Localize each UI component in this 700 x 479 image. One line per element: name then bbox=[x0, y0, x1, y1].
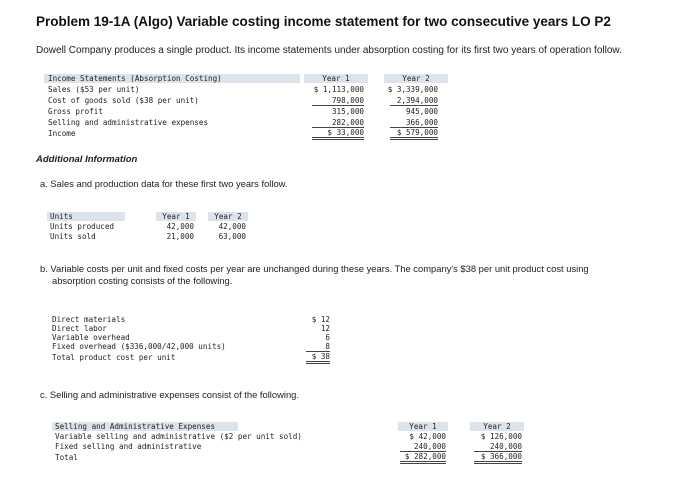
income-row-label: Sales ($53 per unit) bbox=[48, 85, 140, 94]
units-row-y1: 42,000 bbox=[166, 222, 194, 231]
cost-row-value: 12 bbox=[320, 324, 330, 333]
sa-row-y2: $ 126,000 bbox=[480, 432, 522, 441]
income-row-y1: $ 33,000 bbox=[312, 128, 364, 140]
page-title: Problem 19-1A (Algo) Variable costing income statement for two consecutive years LO P2 bbox=[36, 14, 611, 29]
income-row-label: Gross profit bbox=[48, 107, 103, 116]
sa-col-year1: Year 1 bbox=[409, 422, 437, 431]
cost-row-label: Fixed overhead ($336,000/42,000 units) bbox=[52, 342, 226, 351]
units-row-y2: 42,000 bbox=[218, 222, 246, 231]
units-col-year1: Year 1 bbox=[162, 212, 190, 221]
sa-row-label: Fixed selling and administrative bbox=[55, 442, 202, 451]
intro-text: Dowell Company produces a single product. Its income statements under absorption costing for its first two years of operation follow. bbox=[36, 45, 622, 56]
income-row-y1: 798,000 bbox=[312, 96, 364, 106]
cost-row-value: 6 bbox=[325, 333, 330, 342]
income-row-label: Selling and administrative expenses bbox=[48, 118, 209, 127]
income-row-y2: 366,000 bbox=[390, 118, 438, 128]
cost-total-value: $ 38 bbox=[306, 352, 330, 364]
income-row-y2: 945,000 bbox=[405, 107, 438, 116]
units-row-label: Units sold bbox=[50, 232, 96, 241]
sa-row-y1: $ 42,000 bbox=[409, 432, 446, 441]
cost-total-label: Total product cost per unit bbox=[52, 353, 176, 362]
sa-row-label: Variable selling and administrative ($2 per unit sold) bbox=[55, 432, 302, 441]
part-a-text: a. Sales and production data for these first two years follow. bbox=[40, 178, 288, 189]
sa-row-label: Total bbox=[55, 453, 78, 462]
additional-info-heading: Additional Information bbox=[36, 154, 138, 165]
part-c-text: c. Selling and administrative expenses consist of the following. bbox=[40, 389, 299, 400]
part-b-line2: absorption costing consists of the following. bbox=[52, 275, 233, 286]
cost-row-label: Variable overhead bbox=[52, 333, 130, 342]
income-col-year2: Year 2 bbox=[402, 74, 430, 83]
income-header-label: Income Statements (Absorption Costing) bbox=[48, 74, 222, 83]
cost-row-label: Direct materials bbox=[52, 315, 126, 324]
income-row-y2: $ 579,000 bbox=[390, 128, 438, 140]
income-row-y1: $ 1,113,000 bbox=[313, 85, 364, 94]
sa-row-y1: $ 282,000 bbox=[400, 452, 446, 464]
cost-row-value: $ 12 bbox=[311, 315, 330, 324]
income-row-label: Income bbox=[48, 129, 76, 138]
sa-header-label: Selling and Administrative Expenses bbox=[55, 422, 216, 431]
units-header-label: Units bbox=[50, 212, 73, 221]
units-row-y1: 21,000 bbox=[166, 232, 194, 241]
units-row-y2: 63,000 bbox=[218, 232, 246, 241]
units-row-label: Units produced bbox=[50, 222, 115, 231]
income-row-y1: 282,000 bbox=[312, 118, 364, 128]
sa-col-year2: Year 2 bbox=[483, 422, 511, 431]
income-row-y2: 2,394,000 bbox=[390, 96, 438, 106]
income-row-label: Cost of goods sold ($38 per unit) bbox=[48, 96, 199, 105]
cost-row-label: Direct labor bbox=[52, 324, 107, 333]
units-col-year2: Year 2 bbox=[214, 212, 242, 221]
part-b-line1: b. Variable costs per unit and fixed costs per year are unchanged during these years. The company's $38 per unit product cost using bbox=[40, 263, 589, 274]
sa-row-y1: 240,000 bbox=[400, 442, 446, 452]
sa-row-y2: 240,000 bbox=[474, 442, 522, 452]
cost-row-value: 8 bbox=[306, 342, 330, 352]
sa-row-y2: $ 366,000 bbox=[474, 452, 522, 464]
income-row-y2: $ 3,339,000 bbox=[387, 85, 438, 94]
income-row-y1: 315,000 bbox=[331, 107, 364, 116]
income-col-year1: Year 1 bbox=[322, 74, 350, 83]
